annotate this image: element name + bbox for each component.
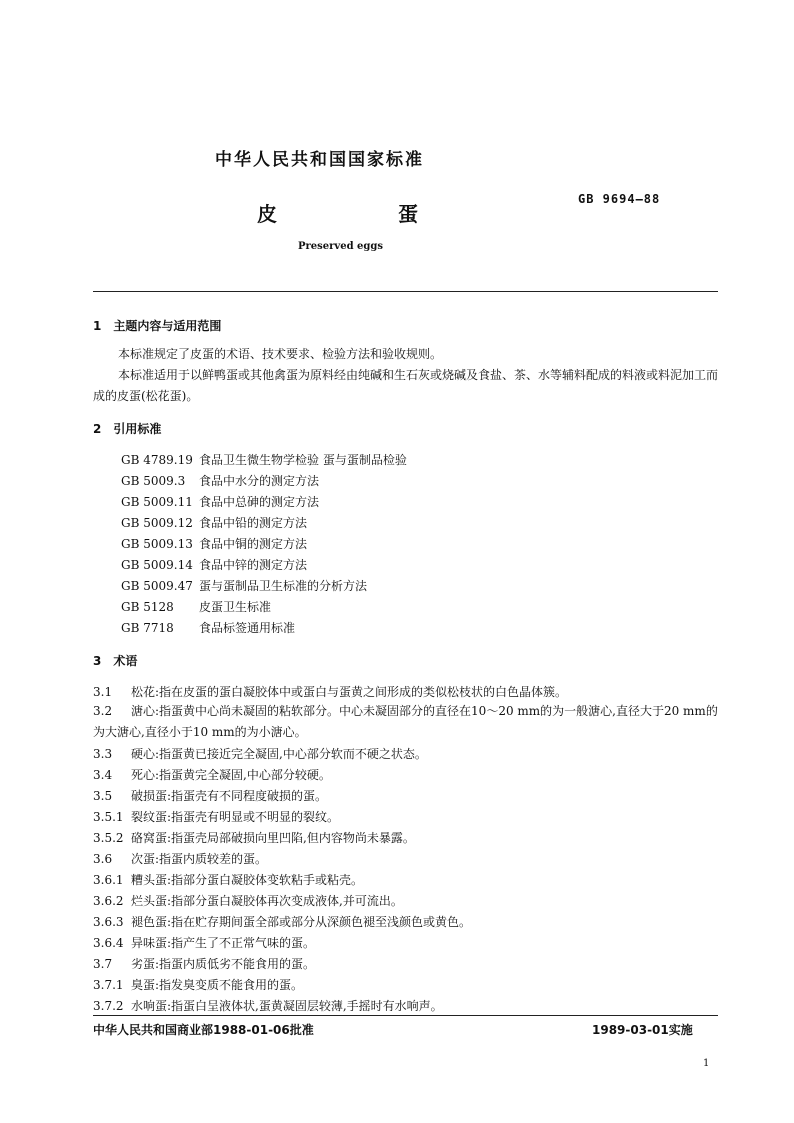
page-number: 1: [703, 1058, 710, 1069]
term-number: 3.7.1: [93, 978, 124, 992]
english-title: Preserved eggs: [298, 241, 384, 252]
section-1-paragraph-1: 本标准规定了皮蛋的术语、技术要求、检验方法和验收规则。: [118, 347, 443, 361]
reference-title: 食品中锌的测定方法: [199, 558, 308, 572]
effective-date: 1989-03-01实施: [592, 1023, 693, 1037]
term-text: 水响蛋:指蛋白呈液体状,蛋黄凝固层较薄,手摇时有水响声。: [131, 999, 443, 1013]
reference-code: GB 4789.19: [121, 453, 193, 467]
term-item: [93, 850, 267, 867]
term-text: 死心:指蛋黄完全凝固,中心部分较硬。: [131, 768, 331, 782]
term-number: 3.4: [93, 768, 113, 782]
term-number: 3.7.2: [93, 999, 124, 1013]
term-item: [93, 766, 331, 783]
term-text: 裂纹蛋:指蛋壳有明显或不明显的裂纹。: [131, 810, 340, 824]
section-1-number: 1: [93, 319, 102, 333]
reference-item: [121, 598, 271, 615]
term-item: [93, 892, 403, 909]
term-item: [93, 683, 567, 700]
term-number: 3.5: [93, 789, 113, 803]
footer-divider: [93, 1015, 718, 1016]
reference-title: 食品中总砷的测定方法: [199, 495, 320, 509]
term-item: [93, 787, 327, 804]
term-text: 劣蛋:指蛋内质低劣不能食用的蛋。: [131, 957, 316, 971]
reference-item: [121, 577, 367, 594]
reference-code: GB 5009.47: [121, 579, 193, 593]
reference-item: [121, 556, 307, 573]
term-text: 破损蛋:指蛋壳有不同程度破损的蛋。: [131, 789, 328, 803]
reference-code: GB 5009.13: [121, 537, 193, 551]
term-text: 松花:指在皮蛋的蛋白凝胶体中或蛋白与蛋黄之间形成的类似松枝状的白色晶体簇。: [131, 685, 568, 699]
term-item: [93, 701, 719, 743]
reference-code: GB 7718: [121, 621, 174, 635]
term-number: 3.2: [93, 704, 113, 718]
term-text: 褪色蛋:指在贮存期间蛋全部或部分从深颜色褪至浅颜色或黄色。: [131, 915, 472, 929]
reference-title: 皮蛋卫生标准: [199, 600, 272, 614]
term-item: [93, 913, 471, 930]
term-number: 3.6.1: [93, 873, 124, 887]
approval-line: 中华人民共和国商业部1988-01-06批准: [93, 1023, 314, 1037]
section-2-number: 2: [93, 422, 102, 436]
reference-item: [121, 514, 307, 531]
term-number: 3.3: [93, 747, 113, 761]
term-item: [93, 871, 363, 888]
section-3-title: 术语: [113, 654, 138, 668]
reference-title: 食品标签通用标准: [199, 621, 296, 635]
section-3-heading: [93, 652, 137, 669]
term-text: 烂头蛋:指部分蛋白凝胶体再次变成液体,并可流出。: [131, 894, 403, 908]
term-text: 溏心:指蛋黄中心尚未凝固的粘软部分。中心未凝固部分的直径在10～20 mm的为一般溏心,直径大于20 mm的为大溏心,直径小于10 mm的为小溏心。: [93, 704, 718, 739]
section-2-heading: [93, 420, 161, 437]
reference-item: [121, 493, 319, 510]
reference-code: GB 5009.3: [121, 474, 186, 488]
term-text: 硌窝蛋:指蛋壳局部破损向里凹陷,但内容物尚未暴露。: [131, 831, 415, 845]
reference-title: 食品卫生微生物学检验 蛋与蛋制品检验: [199, 453, 407, 467]
header-divider: [93, 291, 718, 292]
section-1-heading: [93, 317, 221, 334]
term-text: 次蛋:指蛋内质较差的蛋。: [131, 852, 268, 866]
section-1-title: 主题内容与适用范围: [113, 319, 222, 333]
reference-item: [121, 535, 307, 552]
reference-title: 食品中铅的测定方法: [199, 516, 308, 530]
reference-title: 食品中水分的测定方法: [199, 474, 320, 488]
term-number: 3.6.3: [93, 915, 124, 929]
reference-code: GB 5009.11: [121, 495, 193, 509]
term-number: 3.7: [93, 957, 113, 971]
reference-title: 食品中铜的测定方法: [199, 537, 308, 551]
term-item: [93, 934, 315, 951]
document-title-char-2: 蛋: [398, 202, 418, 226]
standard-code: GB 9694—88: [578, 192, 661, 206]
term-item: [93, 997, 443, 1014]
term-text: 硬心:指蛋黄已接近完全凝固,中心部分软而不硬之状态。: [131, 747, 427, 761]
term-number: 3.1: [93, 685, 113, 699]
section-2-title: 引用标准: [113, 422, 162, 436]
issuing-body-title: 中华人民共和国国家标准: [215, 150, 424, 170]
reference-code: GB 5128: [121, 600, 174, 614]
term-text: 糟头蛋:指部分蛋白凝胶体变软粘手或粘壳。: [131, 873, 364, 887]
reference-item: [121, 619, 295, 636]
term-item: [93, 745, 427, 762]
document-title-char-1: 皮: [257, 202, 277, 226]
term-number: 3.6.4: [93, 936, 124, 950]
term-text: 臭蛋:指发臭变质不能食用的蛋。: [131, 978, 304, 992]
section-3-number: 3: [93, 654, 102, 668]
term-number: 3.6: [93, 852, 113, 866]
section-1-paragraph-2: 本标准适用于以鲜鸭蛋或其他禽蛋为原料经由纯碱和生石灰或烧碱及食盐、茶、水等辅料配成的料液或料泥加工而成的皮蛋(松花蛋)。: [93, 368, 719, 403]
term-item: [93, 808, 339, 825]
term-item: [93, 976, 303, 993]
reference-item: [121, 472, 319, 489]
reference-title: 蛋与蛋制品卫生标准的分析方法: [199, 579, 368, 593]
term-number: 3.6.2: [93, 894, 124, 908]
term-number: 3.5.2: [93, 831, 124, 845]
term-text: 异味蛋:指产生了不正常气味的蛋。: [131, 936, 316, 950]
reference-item: [121, 451, 407, 468]
term-number: 3.5.1: [93, 810, 124, 824]
term-item: [93, 955, 315, 972]
reference-code: GB 5009.12: [121, 516, 193, 530]
term-item: [93, 829, 415, 846]
reference-code: GB 5009.14: [121, 558, 193, 572]
